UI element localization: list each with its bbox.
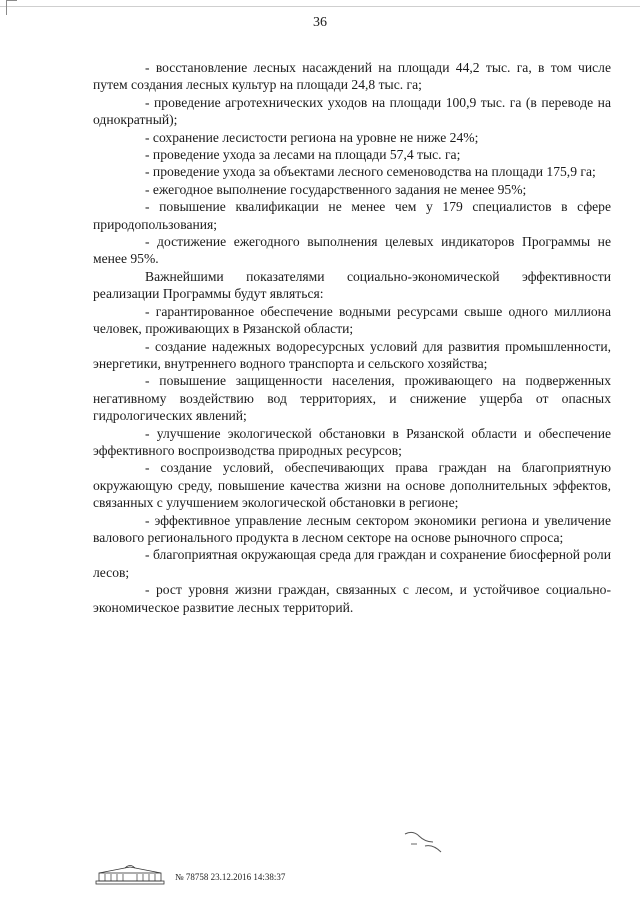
page-top-rule (0, 6, 640, 7)
paragraph: - благоприятная окружающая среда для граждан и сохранение биосферной роли лесов; (93, 547, 611, 580)
paragraph: - проведение ухода за объектами лесного семеноводства на площади 175,9 га; (145, 164, 596, 180)
document-registration-stamp: № 78758 23.12.2016 14:38:37 (175, 872, 286, 882)
paragraph: - достижение ежегодного выполнения целевых индикаторов Программы не менее 95%. (93, 234, 611, 267)
paragraph: - рост уровня жизни граждан, связанных с лесом, и устойчивое социально-экономическое развитие лесных территорий. (93, 582, 611, 615)
paragraph: - повышение квалификации не менее чем у 179 специалистов в сфере природопользования; (93, 199, 611, 232)
paragraph: - эффективное управление лесным сектором экономики региона и увеличение валового регионального продукта в лесном секторе на основе рыночного спроса; (93, 512, 611, 545)
page-number: 36 (313, 15, 327, 30)
paragraph: - создание надежных водоресурсных условий для развития промышленности, энергетики, внутреннего водного транспорта и сельского хозяйства; (93, 338, 611, 371)
paragraph: - ежегодное выполнение государственного задания не менее 95%; (145, 181, 527, 197)
paragraph: - проведение агротехнических уходов на площади 100,9 тыс. га (в переводе на однократный); (93, 94, 611, 128)
signature-mark (403, 828, 447, 856)
paragraph: - улучшение экологической обстановки в Рязанской области и обеспечение эффективного воспроизводства природных ресурсов; (93, 425, 611, 458)
paragraph: Важнейшими показателями социально-экономической эффективности реализации Программы будут являться: (93, 268, 611, 302)
paragraph: - проведение ухода за лесами на площади 57,4 тыс. га; (145, 147, 461, 163)
paragraph: - повышение защищенности населения, проживающего на подверженных негативному воздействию вод территориях, и снижение ущерба от опасных гидрологических явлений; (93, 373, 611, 424)
corner-crop-mark (6, 0, 17, 15)
paragraph: - восстановление лесных насаждений на площади 44,2 тыс. га, в том числе путем создания лесных культур на площади 24,8 тыс. га; (93, 60, 611, 93)
paragraph: - создание условий, обеспечивающих права граждан на благоприятную окружающую среду, повышение качества жизни на основе дополнительных эффектов, связанных с улучшением экологической обстановки в регионе; (93, 460, 611, 511)
document-body (93, 59, 611, 616)
paragraph: - сохранение лесистости региона на уровне не ниже 24%; (145, 129, 479, 145)
government-building-icon (95, 864, 165, 886)
paragraph: - гарантированное обеспечение водными ресурсами свыше одного миллиона человек, проживающих в Рязанской области; (93, 303, 611, 337)
footer-stamp (95, 864, 415, 884)
